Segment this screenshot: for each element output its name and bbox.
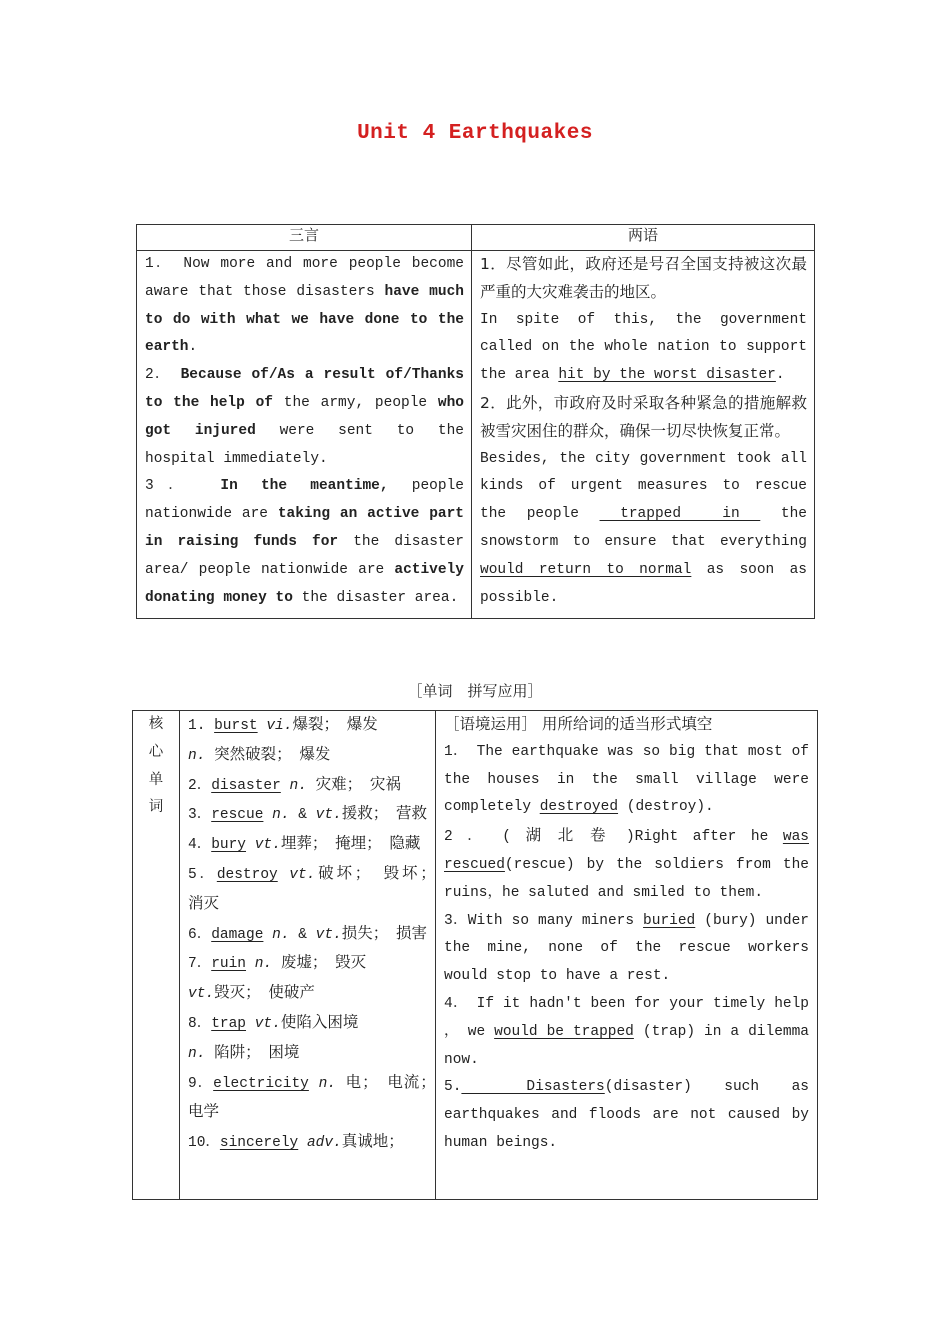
vocabulary-table	[132, 710, 818, 1200]
word-item: 10．sincerely adv.真诚地；	[188, 1132, 404, 1152]
sentence-3: 3． In the meantime, people nationwide are taking an active part in raising funds for the disaster area/ people nationwide are actively donating money to the disaster area.	[145, 478, 464, 606]
phrases-table	[136, 224, 815, 619]
col-header-liangyu: 两语	[472, 225, 815, 251]
category-char: 核	[148, 716, 164, 732]
sentence-1: 1． Now more and more people become aware that those disasters have much to do with what we have done to the earth.	[145, 256, 464, 356]
col-header-sanyan: 三言	[137, 225, 472, 251]
word-item: 7．ruin n. 废墟； 毁灭	[188, 953, 367, 973]
translation-1-en: In spite of this, the government called on the whole nation to support the area hit by the worst disaster.	[480, 311, 807, 384]
word-item: 8．trap vt.使陷入困境	[188, 1012, 359, 1032]
category-cell	[133, 711, 180, 1200]
section-title: ［单词 拼写应用］	[407, 682, 543, 700]
word-item: 5．destroy vt.破坏； 毁坏； 消灭	[188, 863, 444, 912]
exercise-header: ［语境运用］ 用所给词的适当形式填空	[444, 715, 713, 733]
sanyan-cell	[137, 251, 472, 619]
category-char: 词	[148, 799, 164, 816]
exercise-2: 2 ． ( 湖 北 卷 )Right after he was rescued(rescue) by the soldiers from the ruins，he saluted and smiled to them.	[444, 826, 809, 901]
exercise-3: 3．With so many miners buried (bury) under the mine, none of the rescue workers would stop to have a rest.	[444, 912, 809, 985]
word-item: n. 陷阱； 困境	[188, 1042, 300, 1062]
word-item: 3．rescue n. & vt.援救； 营救	[188, 804, 428, 824]
translation-2-cn: 2．此外，市政府及时采取各种紧急的措施解救被雪灾困住的群众，确保一切尽快恢复正常。	[480, 393, 807, 440]
exercise-5: 5. Disasters(disaster) such as earthquakes and floods are not caused by human beings.	[444, 1079, 809, 1151]
word-item: 1. burst vi.爆裂； 爆发	[188, 715, 378, 734]
word-item: 6．damage n. & vt.损失； 损害	[188, 923, 428, 943]
translation-2-en: Besides, the city government took all kinds of urgent measures to rescue the people trapped in the snowstorm to ensure that everything would return to normal as soon as possible.	[480, 450, 807, 606]
page-title: Unit 4 Earthquakes	[357, 122, 593, 145]
word-list-cell	[180, 711, 444, 1200]
exercise-cell	[436, 711, 818, 1200]
sentence-2: 2． Because of/As a result of/Thanks to the help of the army, people who got injured were sent to the hospital immediately.	[145, 367, 464, 467]
category-char: 单	[148, 771, 164, 788]
exercise-4: 4． If it hadn't been for your timely help ， we would be trapped (trap) in a dilemma now.	[444, 995, 809, 1068]
word-item: 4．bury vt.埋葬； 掩埋； 隐藏	[188, 834, 421, 854]
exercise-1: 1． The earthquake was so big that most of the houses in the small village were completely destroyed (destroy).	[444, 743, 809, 816]
word-item: 2．disaster n. 灾难； 灾祸	[188, 774, 401, 794]
word-item: 9．electricity n. 电； 电流； 电学	[188, 1072, 444, 1121]
word-item: vt.毁灭； 使破产	[188, 983, 315, 1003]
word-item: n. 突然破裂； 爆发	[188, 744, 331, 764]
liangyu-cell	[472, 251, 815, 619]
translation-1-cn: 1．尽管如此，政府还是号召全国支持被这次最严重的大灾难袭击的地区。	[480, 255, 807, 301]
category-char: 心	[148, 743, 164, 760]
